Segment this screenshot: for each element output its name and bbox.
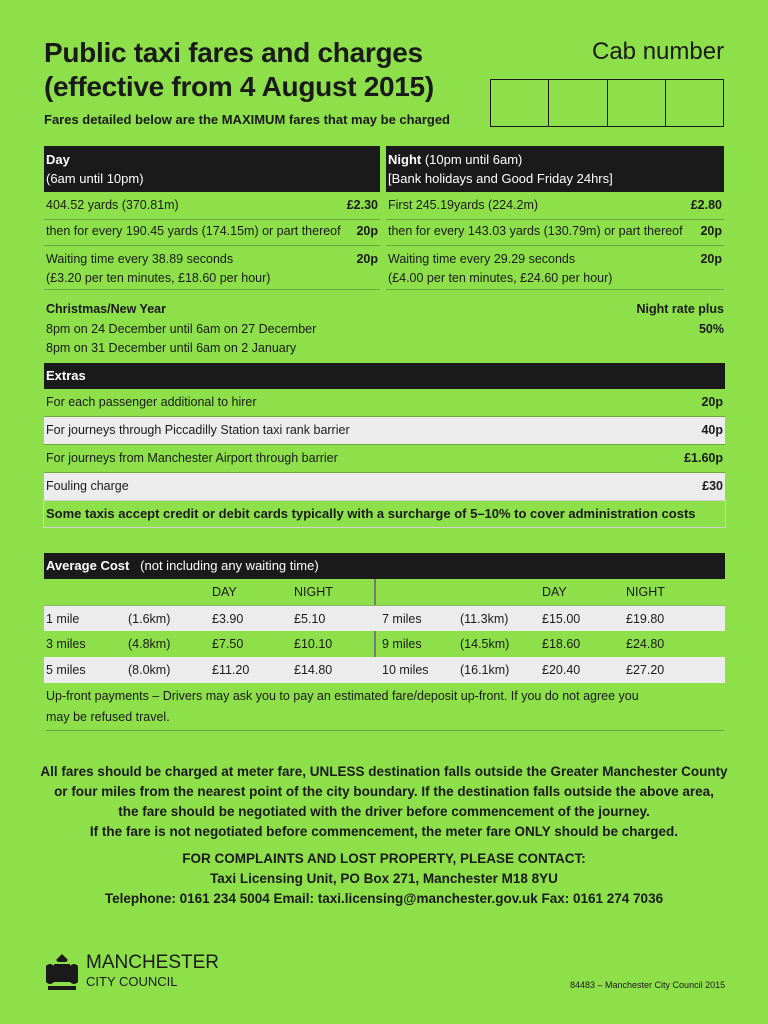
avg-night: £27.20 — [626, 663, 665, 677]
night-row-amount: £2.80 — [690, 198, 722, 212]
day-hours: (6am until 10pm) — [46, 171, 144, 186]
average-cost-header — [44, 553, 725, 579]
day-row-text: Waiting time every 38.89 seconds — [46, 252, 234, 266]
meter-line: All fares should be charged at meter fare, UNLESS destination falls outside the Greater Manchester County — [40, 764, 728, 779]
night-row-1 — [386, 196, 724, 220]
day-row-text: 404.52 yards (370.81m) — [46, 198, 179, 212]
upfront-line-1: Up-front payments – Drivers may ask you to pay an estimated fare/deposit up-front. If you do not agree you — [46, 689, 639, 703]
extras-row-amount: 40p — [701, 423, 723, 437]
col-night-left: NIGHT — [294, 585, 333, 599]
night-row-text-2: (£4.00 per ten minutes, £24.60 per hour) — [388, 271, 613, 285]
avg-miles: 5 miles — [46, 663, 86, 677]
night-row-amount: 20p — [700, 224, 722, 238]
avg-night: £24.80 — [626, 637, 665, 651]
extras-heading: Extras — [44, 363, 725, 389]
christmas-rate-line-1: Night rate plus — [636, 302, 724, 316]
average-row — [44, 631, 725, 657]
avg-km: (14.5km) — [460, 637, 510, 651]
extras-row-text: For journeys from Manchester Airport through barrier — [46, 451, 338, 465]
extras-row-text: For each passenger additional to hirer — [46, 395, 257, 409]
avg-day: £18.60 — [542, 637, 581, 651]
avg-night: £5.10 — [294, 611, 326, 626]
contact-heading: FOR COMPLAINTS AND LOST PROPERTY, PLEASE CONTACT: — [182, 851, 586, 866]
day-row-text: then for every 190.45 yards (174.15m) or part thereof — [46, 224, 341, 238]
avg-km: (1.6km) — [128, 611, 171, 626]
subtitle: Fares detailed below are the MAXIMUM fares that may be charged — [44, 112, 451, 127]
day-row-amount: 20p — [356, 224, 378, 238]
christmas-rate — [636, 300, 724, 339]
day-row-text-2: (£3.20 per ten minutes, £18.60 per hour) — [46, 271, 271, 285]
extras-row-text: For journeys through Piccadilly Station taxi rank barrier — [46, 423, 350, 437]
avg-day: £7.50 — [212, 637, 244, 651]
meter-fare-notice — [0, 762, 768, 842]
avg-miles: 10 miles — [382, 663, 429, 677]
avg-night: £10.10 — [294, 637, 333, 651]
extras-row-amount: £1.60p — [684, 451, 723, 465]
cab-number-box — [607, 79, 665, 127]
christmas-rate-line-2: 50% — [698, 321, 724, 336]
average-row — [44, 605, 725, 631]
christmas-line-2: 8pm on 31 December until 6am on 2 January — [46, 341, 297, 355]
col-day-left: DAY — [212, 585, 237, 599]
day-row-2 — [44, 220, 380, 246]
average-col-headers — [44, 579, 725, 605]
avg-day: £11.20 — [212, 663, 250, 677]
cab-number-box — [665, 79, 724, 127]
meter-line: If the fare is not negotiated before commencement, the meter fare ONLY should be charged. — [89, 824, 679, 839]
cab-number-label: Cab number — [592, 38, 725, 65]
title-line-1: Public taxi fares and charges — [44, 37, 423, 68]
christmas-section — [46, 300, 724, 359]
night-row-text: then for every 143.03 yards (130.79m) or part thereof — [388, 224, 683, 238]
day-row-amount: £2.30 — [346, 198, 378, 212]
contact-phone: Telephone: 0161 234 5004 Email: taxi.licensing@manchester.gov.uk Fax: 0161 274 7036 — [104, 891, 664, 906]
avg-km: (11.3km) — [460, 611, 509, 626]
night-row-2 — [386, 220, 724, 246]
avg-night: £14.80 — [294, 663, 333, 677]
logo-line-1: MANCHESTER — [86, 952, 220, 973]
avg-miles: 3 miles — [46, 637, 86, 651]
avg-km: (4.8km) — [128, 637, 171, 651]
meter-line: the fare should be negotiated with the driver before commencement of the journey. — [118, 804, 650, 819]
manchester-logo — [44, 952, 219, 992]
night-row-text: First 245.19yards (224.2m) — [388, 198, 539, 212]
extras-row-amount: 20p — [701, 395, 723, 409]
night-header — [386, 146, 724, 192]
day-row-1 — [44, 196, 380, 220]
average-row — [44, 657, 725, 683]
night-hours: (10pm until 6am) — [424, 152, 523, 167]
night-row-3 — [386, 246, 724, 290]
avg-km: (16.1km) — [460, 663, 510, 677]
day-fares — [44, 146, 380, 290]
day-heading: Day — [46, 152, 70, 167]
extras-row — [44, 417, 725, 445]
average-cost-heading: Average Cost — [46, 558, 130, 573]
contact-address: Taxi Licensing Unit, PO Box 271, Manchester M18 8YU — [210, 871, 558, 886]
extras-row — [44, 445, 725, 473]
logo-line-2: CITY COUNCIL — [86, 974, 178, 989]
day-header — [44, 146, 380, 192]
crest-icon — [44, 952, 80, 992]
upfront-payments — [46, 686, 724, 731]
title-line-2: (effective from 4 August 2015) — [44, 71, 434, 102]
avg-day: £3.90 — [212, 611, 244, 626]
christmas-line-1: 8pm on 24 December until 6am on 27 December — [46, 321, 317, 336]
night-note: [Bank holidays and Good Friday 24hrs] — [388, 171, 613, 186]
document-reference: 84483 – Manchester City Council 2015 — [570, 980, 726, 990]
night-fares — [386, 146, 724, 290]
average-cost-note: (not including any waiting time) — [140, 558, 319, 573]
avg-day: £15.00 — [542, 611, 581, 626]
cab-number-box — [548, 79, 606, 127]
avg-miles: 7 miles — [382, 611, 422, 626]
extras-row — [44, 389, 725, 417]
avg-miles: 9 miles — [382, 637, 422, 651]
day-row-amount: 20p — [356, 252, 378, 266]
avg-day: £20.40 — [542, 663, 581, 677]
col-day-right: DAY — [542, 585, 567, 599]
avg-night: £19.80 — [626, 611, 665, 626]
col-night-right: NIGHT — [626, 585, 665, 599]
night-row-text: Waiting time every 29.29 seconds — [388, 252, 576, 266]
meter-line: or four miles from the nearest point of the city boundary. If the destination falls outside the above area, — [54, 784, 714, 799]
extras-row-text: Fouling charge — [46, 479, 129, 493]
avg-miles: 1 mile — [46, 611, 80, 626]
upfront-line-2: may be refused travel. — [46, 710, 170, 724]
cab-number-boxes — [490, 79, 724, 127]
contact-section — [0, 849, 768, 909]
night-heading: Night — [388, 152, 422, 167]
day-row-3 — [44, 246, 380, 290]
page-title — [44, 36, 434, 104]
avg-km: (8.0km) — [128, 663, 171, 677]
card-surcharge-note: Some taxis accept credit or debit cards typically with a surcharge of 5–10% to cover administration costs — [44, 501, 725, 527]
cab-number-box — [490, 79, 548, 127]
extras-section — [44, 363, 725, 527]
extras-row-amount: £30 — [702, 479, 723, 493]
christmas-heading: Christmas/New Year — [46, 302, 166, 316]
extras-row — [44, 473, 725, 501]
night-row-amount: 20p — [700, 252, 722, 266]
